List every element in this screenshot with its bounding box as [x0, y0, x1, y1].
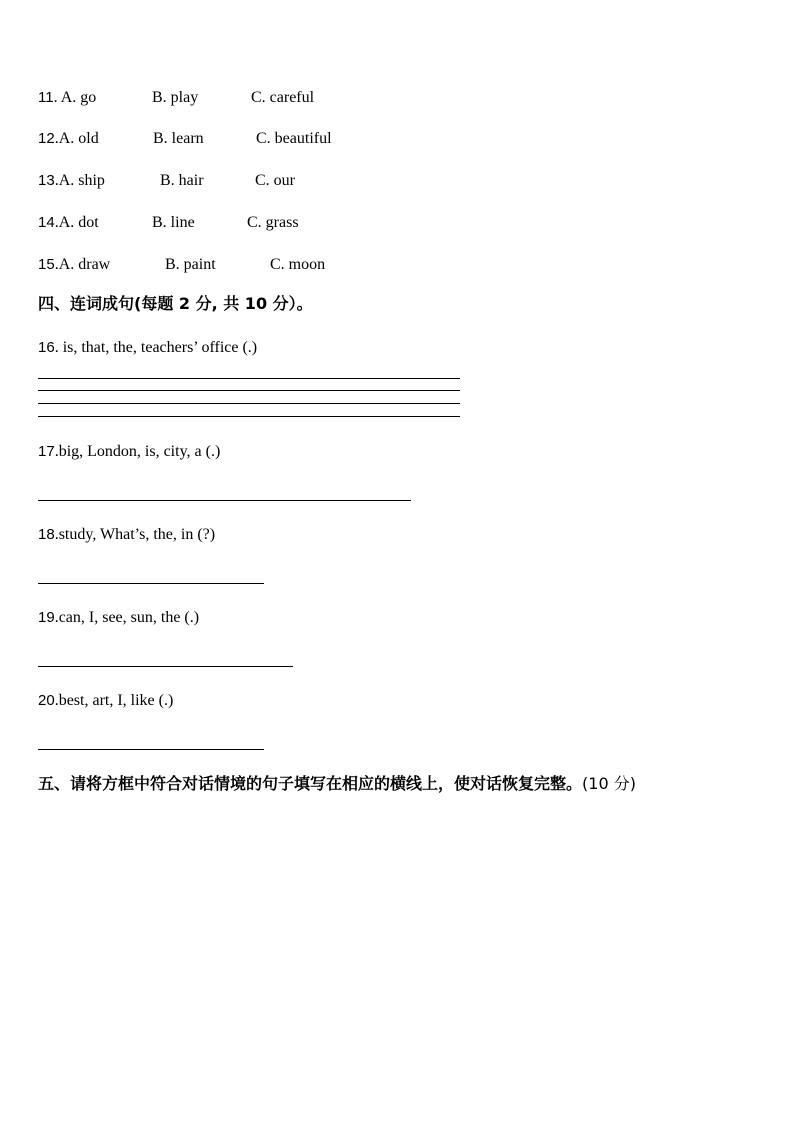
section-4-title: 四、连词成句(每题 2 分, 共 10 分）。: [38, 294, 313, 313]
question-number: 15: [38, 256, 55, 273]
question-18: [38, 525, 215, 545]
option-b: B. learn: [153, 130, 204, 147]
answer-line[interactable]: [38, 666, 293, 667]
option-c: C. careful: [251, 89, 315, 106]
section-5-title: 五、请将方框中符合对话情境的句子填写在相应的横线上，使对话恢复完整。(10 分): [38, 774, 636, 793]
option-c: C. grass: [247, 214, 299, 231]
question-19: [38, 608, 199, 628]
option-c: C. beautiful: [256, 130, 332, 147]
question-11: 11. A. go B. play C. careful: [38, 89, 315, 106]
option-a: A. go: [60, 89, 97, 106]
question-text: . is, that, the, teachers’ office (.): [54, 339, 258, 356]
question-number: 17: [38, 443, 55, 460]
option-b: B. line: [152, 214, 195, 231]
section-5-points: (10 分): [582, 774, 636, 793]
answer-line[interactable]: [38, 378, 460, 379]
question-text: .big, London, is, city, a (.): [54, 443, 221, 460]
question-number: 13: [38, 172, 55, 189]
question-text: .study, What’s, the, in (?): [54, 526, 216, 543]
answer-line[interactable]: [38, 749, 264, 750]
answer-line[interactable]: [38, 403, 460, 404]
option-a: A. draw: [58, 256, 111, 273]
option-a: A. ship: [58, 172, 105, 189]
question-20: [38, 691, 173, 711]
option-c: C. our: [255, 172, 295, 189]
question-14: 14.A. dot B. line C. grass: [38, 214, 299, 231]
question-number: 14: [38, 214, 55, 231]
question-13: 13.A. ship B. hair C. our: [38, 172, 295, 189]
question-number: 11: [38, 89, 54, 106]
option-b: B. hair: [160, 172, 204, 189]
question-text: .best, art, I, like (.): [54, 692, 174, 709]
question-number: 12: [38, 130, 55, 147]
question-number: 18: [38, 526, 55, 543]
question-number: 20: [38, 692, 55, 709]
question-text: .can, I, see, sun, the (.): [54, 609, 200, 626]
question-12: 12.A. old B. learn C. beautiful: [38, 130, 332, 147]
option-b: B. paint: [165, 256, 216, 273]
question-15: 15.A. draw B. paint C. moon: [38, 256, 326, 273]
answer-line[interactable]: [38, 390, 460, 391]
answer-line[interactable]: [38, 500, 411, 501]
option-a: A. dot: [58, 214, 99, 231]
option-b: B. play: [152, 89, 199, 106]
question-number: 19: [38, 609, 55, 626]
question-17: [38, 442, 220, 462]
option-c: C. moon: [270, 256, 326, 273]
option-a: A. old: [58, 130, 99, 147]
question-number: 16: [38, 339, 55, 356]
question-16: [38, 338, 257, 358]
answer-line[interactable]: [38, 583, 264, 584]
answer-line[interactable]: [38, 416, 460, 417]
